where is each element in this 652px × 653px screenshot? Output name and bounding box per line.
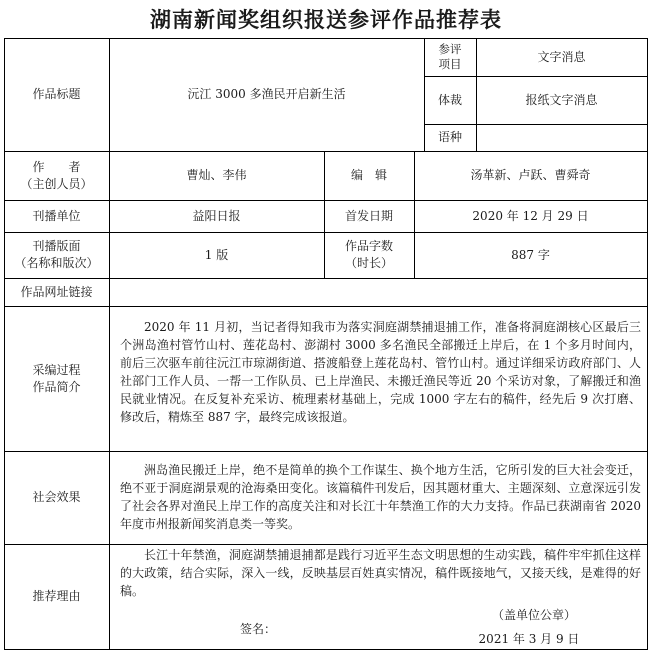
label-effect: 社会效果 [32, 490, 81, 504]
value-author: 曹灿、李伟 [186, 168, 247, 182]
value-word-count: 887 字 [511, 247, 550, 262]
border-right [647, 38, 648, 650]
value-url [109, 278, 647, 306]
label-word-count: 作品字数 （时长） [344, 239, 393, 270]
label-process: 采编过程 作品简介 [32, 362, 81, 394]
label-work-title: 作品标题 [32, 87, 81, 101]
label-first-date: 首发日期 [344, 208, 393, 223]
signature-label: 签名： [240, 621, 277, 636]
label-publisher: 刊播单位 [32, 208, 81, 223]
value-page: 1 版 [204, 247, 229, 262]
value-publisher: 益阳日报 [192, 208, 241, 223]
label-genre: 体裁 [437, 92, 462, 107]
value-first-date: 2020 年 12 月 29 日 [472, 208, 589, 223]
stamp-note: （盖单位公章） [491, 607, 576, 622]
form-title: 湖南新闻奖组织报送参评作品推荐表 [150, 8, 502, 32]
value-category: 文字消息 [537, 49, 586, 64]
label-url: 作品网址链接 [20, 284, 93, 299]
value-genre: 报纸文字消息 [525, 92, 598, 107]
value-editor: 汤革新、卢跃、曹舜奇 [470, 168, 591, 182]
value-reason: 长江十年禁渔，洞庭湖禁捕退捕都是践行习近平生态文明思想的生动实践，稿件牢牢抓住这样的大政策，结合实际，深入一线，反映基层百姓真实情况，稿件既接地气，又接天线，是难得的好稿。 [120, 548, 641, 598]
label-page: 刊播版面 （名称和版次） [14, 239, 99, 270]
value-process: 2020 年 11 月初，当记者得知我市为落实洞庭湖禁捕退捕工作，准备将洞庭湖核心区最后三个洲岛渔村管竹山村、莲花岛村、澎湖村 3000 多名渔民全部搬迁上岸后，在 1 个多月时间内，前后三次驱车前往沅江市琼湖街道、搭渡船登上莲花岛村、管竹山村。通过详细采访政府部门、人社部门工作人员、一帮一工作队员、已上岸渔民、未搬迁渔民等近 20 个采访对象，了解搬迁和渔民就业情况。在反复补充采访、梳理素材基础上，完成 1000 字左右的稿件，经先后 9 次打磨、修改后，精炼至 887 字，最终完成该报道。 [120, 320, 641, 424]
sign-date: 2021 年 3 月 9 日 [478, 631, 580, 646]
label-editor: 编 辑 [350, 168, 387, 182]
label-author: 作 者 （主创人员） [20, 159, 93, 191]
value-language [476, 124, 647, 151]
border-bottom [4, 649, 648, 650]
label-language: 语种 [437, 130, 462, 144]
value-effect: 洲岛渔民搬迁上岸，绝不是简单的换个工作谋生、换个地方生活，它所引发的巨大社会变迁，绝不亚于洞庭湖景观的沧海桑田变化。该篇稿件刊发后，因其题材重大、主题深刻、立意深远引发了社会各界对渔民上岸工作的高度关注和对长江十年禁渔工作的大力支持。作品已获湖南省 2020 年度市州报新闻奖消息类一等奖。 [120, 463, 641, 531]
recommendation-form [4, 38, 648, 650]
label-reason: 推荐理由 [32, 589, 81, 603]
value-work-title: 沅江 3000 多渔民开启新生活 [187, 87, 346, 101]
label-category: 参评 项目 [438, 42, 462, 71]
